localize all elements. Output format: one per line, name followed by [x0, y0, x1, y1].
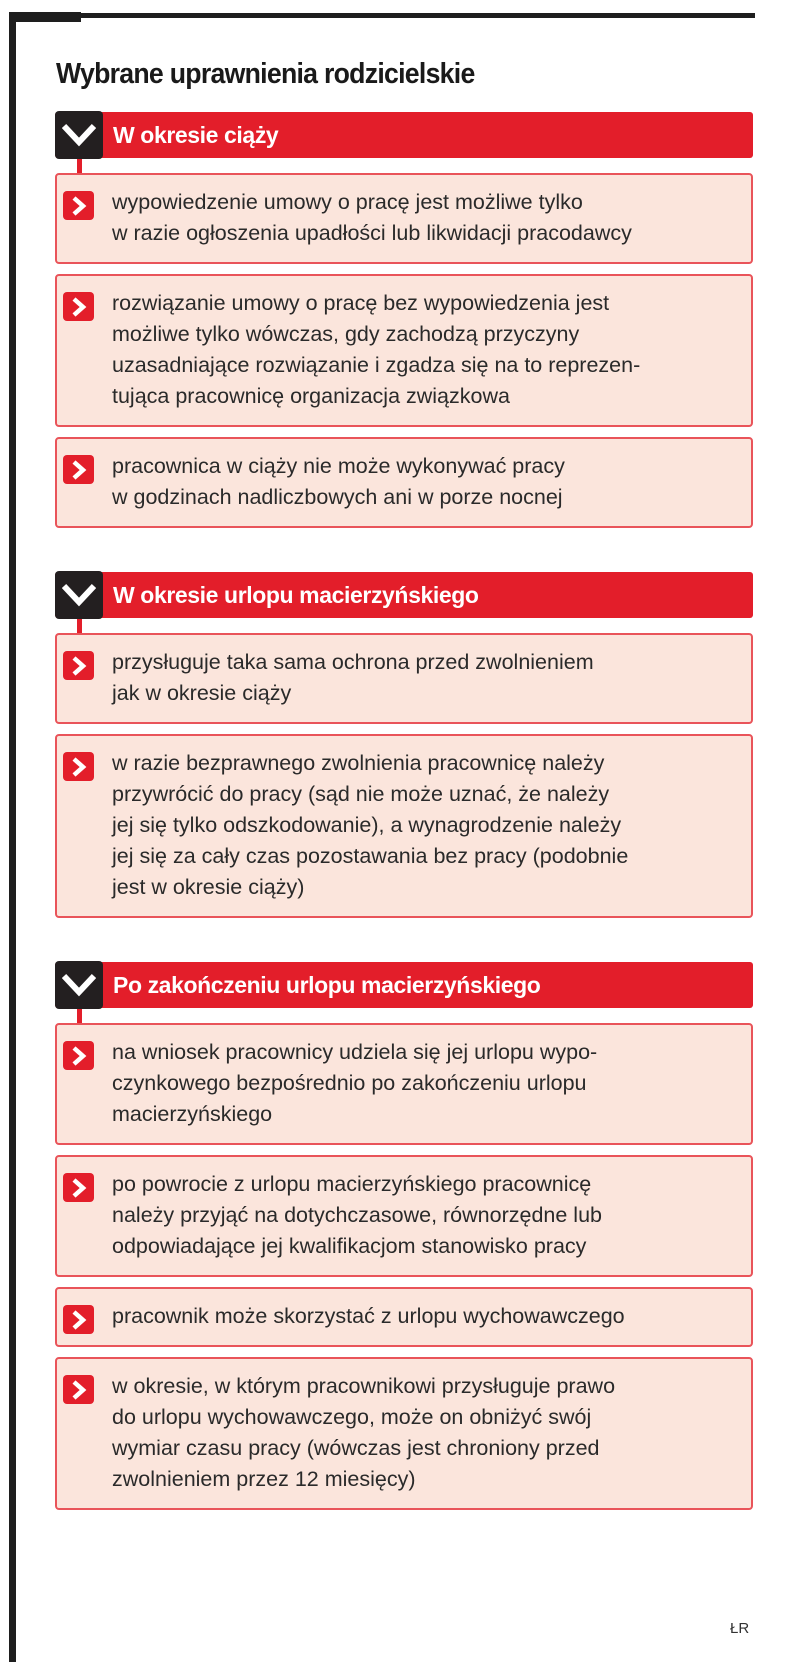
section-header [55, 572, 753, 618]
section-heading: Po zakończeniu urlopu macierzyńskiego [113, 971, 541, 998]
list-item [55, 173, 753, 264]
chevron-right-icon [63, 1305, 94, 1334]
list-item [55, 274, 753, 427]
item-text: przysługuje taka sama ochrona przed zwolnieniem jak w okresie ciąży [112, 650, 594, 705]
item-text: pracownik może skorzystać z urlopu wychowawczego [112, 1304, 625, 1328]
chevron-right-icon [63, 455, 94, 484]
chevron-right-icon [63, 1375, 94, 1404]
item-text: rozwiązanie umowy o pracę bez wypowiedzenia jest możliwe tylko wówczas, gdy zachodzą przyczyny uzasadniające rozwiązanie i zgadza się na to reprezen- tująca pracownicę organizacja związkowa [112, 291, 641, 408]
list-item [55, 437, 753, 528]
chevron-down-icon [55, 961, 103, 1009]
item-text: w okresie, w którym pracownikowi przysługuje prawo do urlopu wychowawczego, może on obniżyć swój wymiar czasu pracy (wówczas jest chroniony przed zwolnieniem przez 12 miesięcy) [112, 1374, 616, 1491]
chevron-right-icon [63, 651, 94, 680]
section-heading: W okresie urlopu macierzyńskiego [113, 581, 479, 608]
item-text: na wniosek pracownicy udziela się jej urlopu wypo- czynkowego bezpośrednio po zakończeniu urlopu macierzyńskiego [112, 1040, 598, 1126]
section-1 [55, 112, 753, 528]
item-text: po powrocie z urlopu macierzyńskiego pracownicę należy przyjąć na dotychczasowe, równorzędne lub odpowiadające jej kwalifikacjom stanowisko pracy [112, 1172, 602, 1258]
sections-container [55, 0, 753, 1510]
section-2 [55, 572, 753, 918]
chevron-down-icon [55, 111, 103, 159]
chevron-right-icon [63, 752, 94, 781]
chevron-right-icon [63, 1173, 94, 1202]
item-text: wypowiedzenie umowy o pracę jest możliwe tylko w razie ogłoszenia upadłości lub likwidacji pracodawcy [112, 190, 632, 245]
chevron-right-icon [63, 292, 94, 321]
chevron-right-icon [63, 191, 94, 220]
frame-left-border [9, 12, 16, 1662]
list-item [55, 1023, 753, 1145]
section-3 [55, 962, 753, 1510]
list-item [55, 1357, 753, 1510]
list-item [55, 1287, 753, 1347]
section-header [55, 962, 753, 1008]
infographic-title: Wybrane uprawnienia rodzicielskie [56, 58, 475, 90]
chevron-down-icon [55, 571, 103, 619]
list-item [55, 734, 753, 918]
chevron-right-icon [63, 1041, 94, 1070]
section-heading: W okresie ciąży [113, 121, 279, 148]
item-text: w razie bezprawnego zwolnienia pracownicę należy przywrócić do pracy (sąd nie może uznać, że należy jej się tylko odszkodowanie), a wynagrodzenie należy jej się za cały czas pozostawania bez pracy (podobnie jest w okresie ciąży) [112, 751, 629, 899]
list-item [55, 1155, 753, 1277]
section-header [55, 112, 753, 158]
item-text: pracownica w ciąży nie może wykonywać pracy w godzinach nadliczbowych ani w porze nocnej [112, 454, 565, 509]
author-credit: ŁR [730, 1620, 750, 1637]
list-item [55, 633, 753, 724]
